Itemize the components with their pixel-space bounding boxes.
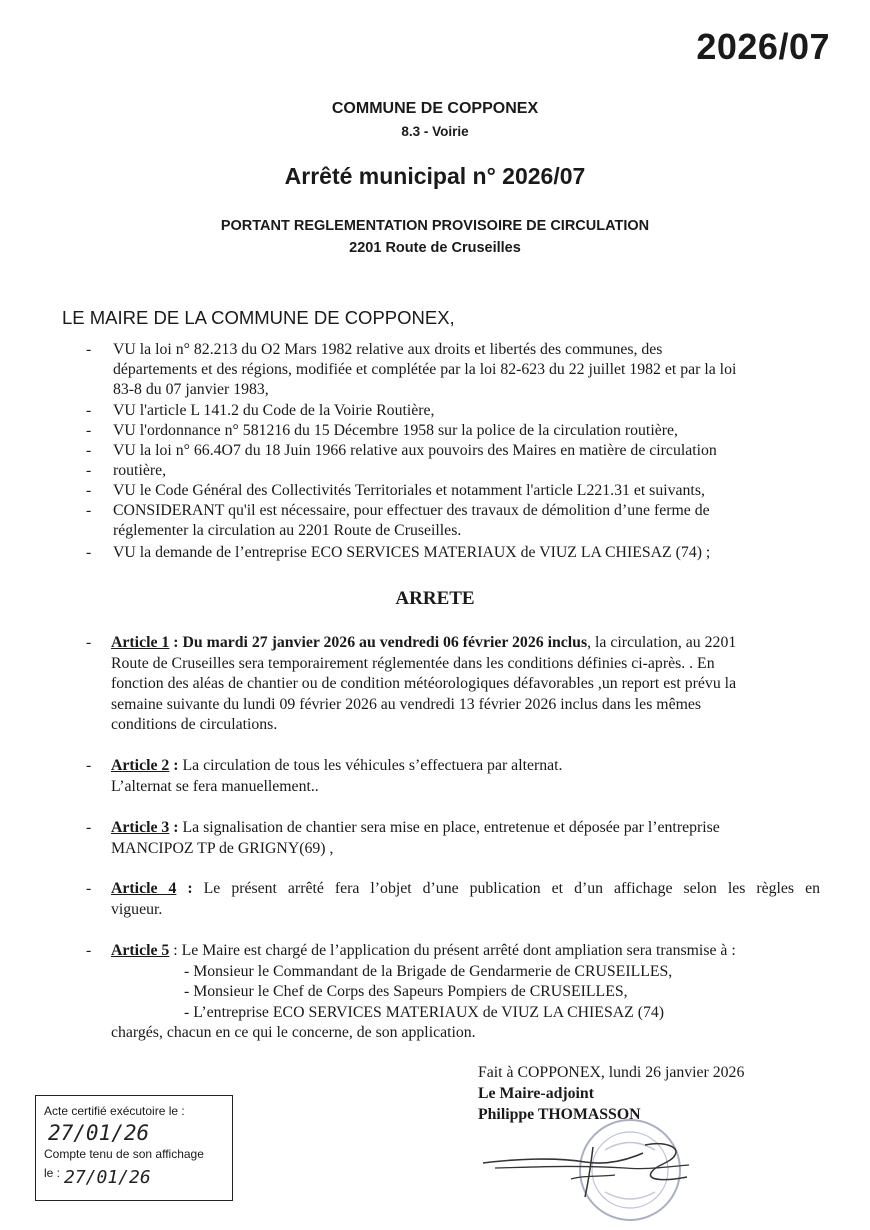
vu-line: VU la loi n° 82.213 du O2 Mars 1982 relative aux droits et libertés des communes, des xyxy=(113,341,663,358)
article-1-line: conditions de circulations. xyxy=(111,716,278,734)
bullet-dash: - xyxy=(86,402,92,419)
bullet-dash: - xyxy=(86,757,92,774)
article-1-rest: , la circulation, au 2201 xyxy=(587,634,737,651)
vu-line: départements et des régions, modifiée et complétée par la loi 82-623 du 22 juillet 1982 et par la loi xyxy=(113,361,737,378)
vu-line: CONSIDERANT qu'il est nécessaire, pour effectuer des travaux de démolition d’une ferme de xyxy=(113,502,710,519)
bullet-dash: - xyxy=(86,942,92,959)
article-5-sep: : xyxy=(169,942,182,959)
certification-label: Acte certifié exécutoire le : xyxy=(44,1104,185,1118)
article-1-line: fonction des aléas de chantier ou de condition météorologiques défavorables ,un report est prévu la xyxy=(111,675,737,693)
vu-line: VU la loi n° 66.4O7 du 18 Juin 1966 relative aux pouvoirs des Maires en matière de circulation xyxy=(113,442,717,459)
display-date-handwritten: 27/01/26 xyxy=(64,1167,151,1188)
display-label: Compte tenu de son affichage xyxy=(44,1147,204,1161)
bullet-dash: - xyxy=(86,880,92,897)
bullet-dash: - xyxy=(86,544,92,561)
place-date: Fait à COPPONEX, lundi 26 janvier 2026 xyxy=(478,1064,745,1081)
article-2-label: Article 2 xyxy=(111,757,170,774)
article-3-text: La signalisation de chantier sera mise en place, entretenue et déposée par l’entreprise xyxy=(182,819,720,836)
article-5-text: Le Maire est chargé de l’application du présent arrêté dont ampliation sera transmise à : xyxy=(181,942,736,959)
article-4-line: vigueur. xyxy=(111,900,163,918)
article-3-label: Article 3 xyxy=(111,819,170,836)
signer-role: Le Maire-adjoint xyxy=(478,1085,594,1102)
display-date-label: le : xyxy=(44,1166,61,1180)
certification-box xyxy=(35,1095,233,1201)
article-2-text: La circulation de tous les véhicules s’effectuera par alternat. xyxy=(182,757,563,774)
vu-line: VU l'article L 141.2 du Code de la Voirie Routière, xyxy=(113,402,435,419)
article-3-line: MANCIPOZ TP de GRIGNY(69) , xyxy=(111,839,334,857)
article-1-dates: Du mardi 27 janvier 2026 au vendredi 06 février 2026 inclus xyxy=(182,634,588,651)
article-2-sep: : xyxy=(169,757,183,774)
article-5-closing: chargés, chacun en ce qui le concerne, de son application. xyxy=(111,1024,476,1042)
vu-line: 83-8 du 07 janvier 1983, xyxy=(113,381,269,398)
bullet-dash: - xyxy=(86,634,92,651)
bullet-dash: - xyxy=(86,442,92,459)
subtitle-regulation: PORTANT REGLEMENTATION PROVISOIRE DE CIRCULATION xyxy=(220,218,650,234)
article-4-text: Le présent arrêté fera l’objet d’une publication et d’un affichage selon les règles en xyxy=(203,880,820,897)
bullet-dash: - xyxy=(86,341,92,358)
bullet-dash: - xyxy=(86,502,92,519)
article-1-sep: : xyxy=(169,634,183,651)
vu-line: routière, xyxy=(113,462,167,479)
arrete-heading: ARRETE xyxy=(395,588,475,609)
vu-line: VU la demande de l’entreprise ECO SERVICES MATERIAUX de VIUZ LA CHIESAZ (74) ; xyxy=(113,544,711,561)
signer-name: Philippe THOMASSON xyxy=(478,1106,641,1123)
vu-line: réglementer la circulation au 2201 Route de Cruseilles. xyxy=(113,522,462,539)
article-2-line: L’alternat se fera manuellement.. xyxy=(111,777,319,795)
article-4-sep: : xyxy=(176,880,204,897)
certification-date-handwritten: 27/01/26 xyxy=(48,1121,150,1145)
recipient-item: - Monsieur le Chef de Corps des Sapeurs Pompiers de CRUSEILLES, xyxy=(184,983,628,1001)
recipient-item: - L’entreprise ECO SERVICES MATERIAUX de VIUZ LA CHIESAZ (74) xyxy=(184,1003,665,1021)
article-1-label: Article 1 xyxy=(111,634,170,651)
article-1-line: semaine suivante du lundi 09 février 2026 au vendredi 13 février 2026 inclus dans les mêmes xyxy=(111,695,702,713)
category-label: 8.3 - Voirie xyxy=(401,124,469,139)
bullet-dash: - xyxy=(86,819,92,836)
bullet-dash: - xyxy=(86,462,92,479)
document-number: 2026/07 xyxy=(696,26,830,67)
commune-header: COMMUNE DE COPPONEX xyxy=(331,100,539,117)
vu-line: VU le Code Général des Collectivités Territoriales et notamment l'article L221.31 et suivants, xyxy=(113,482,705,499)
vu-line: VU l'ordonnance n° 581216 du 15 Décembre 1958 sur la police de la circulation routière, xyxy=(113,422,678,439)
bullet-dash: - xyxy=(86,422,92,439)
bullet-dash: - xyxy=(86,482,92,499)
article-5-label: Article 5 xyxy=(111,942,170,959)
recipient-item: - Monsieur le Commandant de la Brigade de Gendarmerie de CRUSEILLES, xyxy=(184,962,673,980)
handwritten-signature xyxy=(475,1135,715,1205)
article-1-line: Route de Cruseilles sera temporairement réglementée dans les conditions définies ci-après. . En xyxy=(111,654,715,672)
article-4-label: Article 4 xyxy=(111,880,177,897)
subtitle-address: 2201 Route de Cruseilles xyxy=(349,240,521,256)
maire-heading: LE MAIRE DE LA COMMUNE DE COPPONEX, xyxy=(62,307,455,328)
arrete-title: Arrêté municipal n° 2026/07 xyxy=(284,163,586,189)
article-3-sep: : xyxy=(169,819,183,836)
